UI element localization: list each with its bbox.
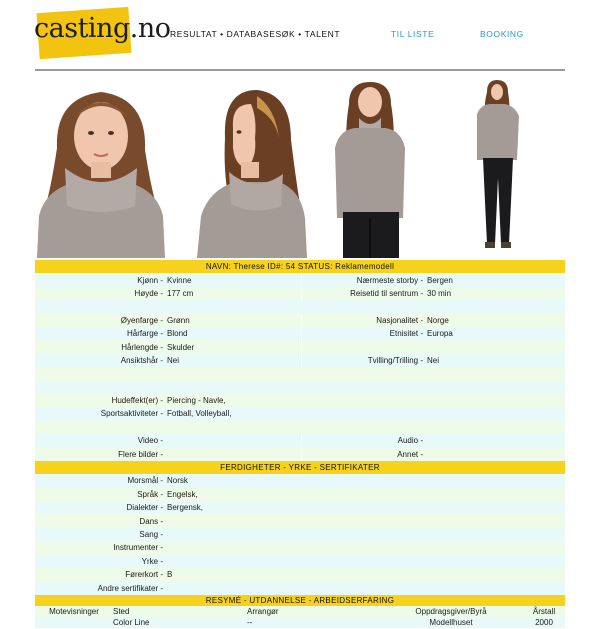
field-value: Europa: [427, 329, 453, 339]
resume-column-headers: [35, 606, 565, 617]
field-label: Tvilling/Trilling -: [367, 355, 423, 365]
field-value: Kvinne: [167, 275, 192, 285]
top-navigation: [170, 29, 340, 39]
nav-resultat[interactable]: RESULTAT: [170, 29, 218, 39]
field-value: Skulder: [167, 342, 195, 352]
resume-cell: Color Line: [113, 617, 150, 627]
nav-talent[interactable]: TALENT: [304, 29, 341, 39]
skill-row: [35, 568, 565, 581]
field-label: Hårlengde -: [121, 342, 163, 352]
spacer-row: [35, 381, 565, 394]
skills-header-bar: FERDIGHETER - YRKE - SERTIFIKATER: [35, 461, 565, 474]
info-row: [35, 340, 565, 353]
info-row: [35, 354, 565, 367]
photo-full-body[interactable]: [465, 78, 531, 258]
field-value: 30 min: [427, 288, 452, 298]
field-label: Nasjonalitet -: [376, 315, 423, 325]
info-row: [35, 394, 565, 407]
nav-separator: •: [217, 29, 227, 39]
field-value: Grønn: [167, 315, 190, 325]
field-label: Video -: [137, 436, 163, 446]
field-value: Piercing - Navle,: [167, 396, 226, 406]
field-label: Ansiktshår -: [120, 355, 163, 365]
info-row: [35, 314, 565, 327]
skill-row: [35, 528, 565, 541]
column-header: Arrangør: [247, 606, 279, 616]
skill-row: [35, 488, 565, 501]
resume-cell: --: [247, 617, 253, 627]
field-value: B: [167, 570, 173, 580]
skill-row: [35, 474, 565, 487]
field-label: Språk -: [137, 489, 163, 499]
column-header: Sted: [113, 606, 130, 616]
booking-link[interactable]: BOOKING: [480, 29, 524, 39]
column-header: Oppdragsgiver/Byrå: [415, 606, 487, 616]
field-value: Nei: [167, 355, 180, 365]
resume-header-bar: RESYMÉ - UTDANNELSE - ARBEIDSERFARING: [35, 595, 565, 606]
field-value: Nei: [427, 355, 440, 365]
resume-cell: Modellhuset: [429, 617, 473, 627]
field-label: Høyde -: [134, 288, 163, 298]
info-row: [35, 434, 565, 447]
info-row: [35, 273, 565, 286]
field-label: Reisetid til sentrum -: [350, 288, 423, 298]
info-row: [35, 327, 565, 340]
info-row: [35, 447, 565, 460]
resume-cell: 2000: [535, 617, 553, 627]
nav-separator: •: [295, 29, 305, 39]
info-row: [35, 407, 565, 420]
field-label: Hårfarge -: [126, 329, 163, 339]
photo-gallery: [35, 78, 565, 258]
field-label: Yrke -: [141, 556, 163, 566]
field-label: Etnisitet -: [389, 329, 423, 339]
info-row: [35, 287, 565, 300]
site-header: [0, 0, 600, 72]
column-separator: [301, 340, 302, 353]
spacer-row: [35, 300, 565, 313]
field-label: Annet -: [397, 449, 423, 459]
field-label: Hudeffekt(er) -: [111, 396, 163, 406]
field-label: Sang -: [139, 530, 163, 539]
field-label: Dans -: [139, 516, 163, 526]
field-label: Dialekter -: [126, 503, 163, 513]
field-label: Førerkort -: [125, 570, 163, 580]
profile-sheet: [35, 260, 565, 628]
spacer-row: [35, 421, 565, 434]
field-value: Bergensk,: [167, 503, 204, 513]
field-label: Kjønn -: [137, 275, 163, 285]
column-header: Motevisninger: [49, 606, 99, 616]
photo-half-body[interactable]: [325, 78, 415, 258]
field-value: Fotball, Volleyball,: [167, 409, 232, 419]
photo-portrait-front[interactable]: [35, 78, 167, 258]
field-label: Nærmeste storby -: [356, 275, 423, 285]
field-value: Engelsk,: [167, 489, 198, 499]
field-label: Instrumenter -: [113, 543, 163, 553]
field-label: Sportsaktiviteter -: [100, 409, 163, 419]
skill-row: [35, 541, 565, 554]
til-liste-link[interactable]: TIL LISTE: [391, 29, 435, 39]
field-value: 177 cm: [167, 288, 194, 298]
field-label: Flere bilder -: [118, 449, 163, 459]
field-label: Morsmål -: [127, 476, 163, 486]
field-value: Bergen: [427, 275, 453, 285]
field-label: Andre sertifikater -: [97, 583, 163, 593]
spacer-row: [35, 367, 565, 380]
nav-databasesok[interactable]: DATABASESØK: [226, 29, 296, 39]
column-header: Årstall: [532, 606, 556, 616]
field-label: Øyenfarge -: [120, 315, 163, 325]
skill-row: [35, 555, 565, 568]
field-value: Norsk: [167, 476, 188, 486]
skill-row: [35, 581, 565, 594]
skill-row: [35, 514, 565, 527]
field-label: Audio -: [397, 436, 423, 446]
site-logo[interactable]: casting.no: [34, 13, 171, 44]
skill-row: [35, 501, 565, 514]
header-divider: [35, 69, 565, 71]
field-value: Blond: [167, 329, 188, 339]
field-value: Norge: [427, 315, 449, 325]
photo-portrait-profile[interactable]: [195, 78, 309, 258]
profile-header-bar: NAVN: Therese ID#: 54 STATUS: Reklamemodell: [35, 260, 565, 273]
resume-row: [35, 617, 565, 628]
